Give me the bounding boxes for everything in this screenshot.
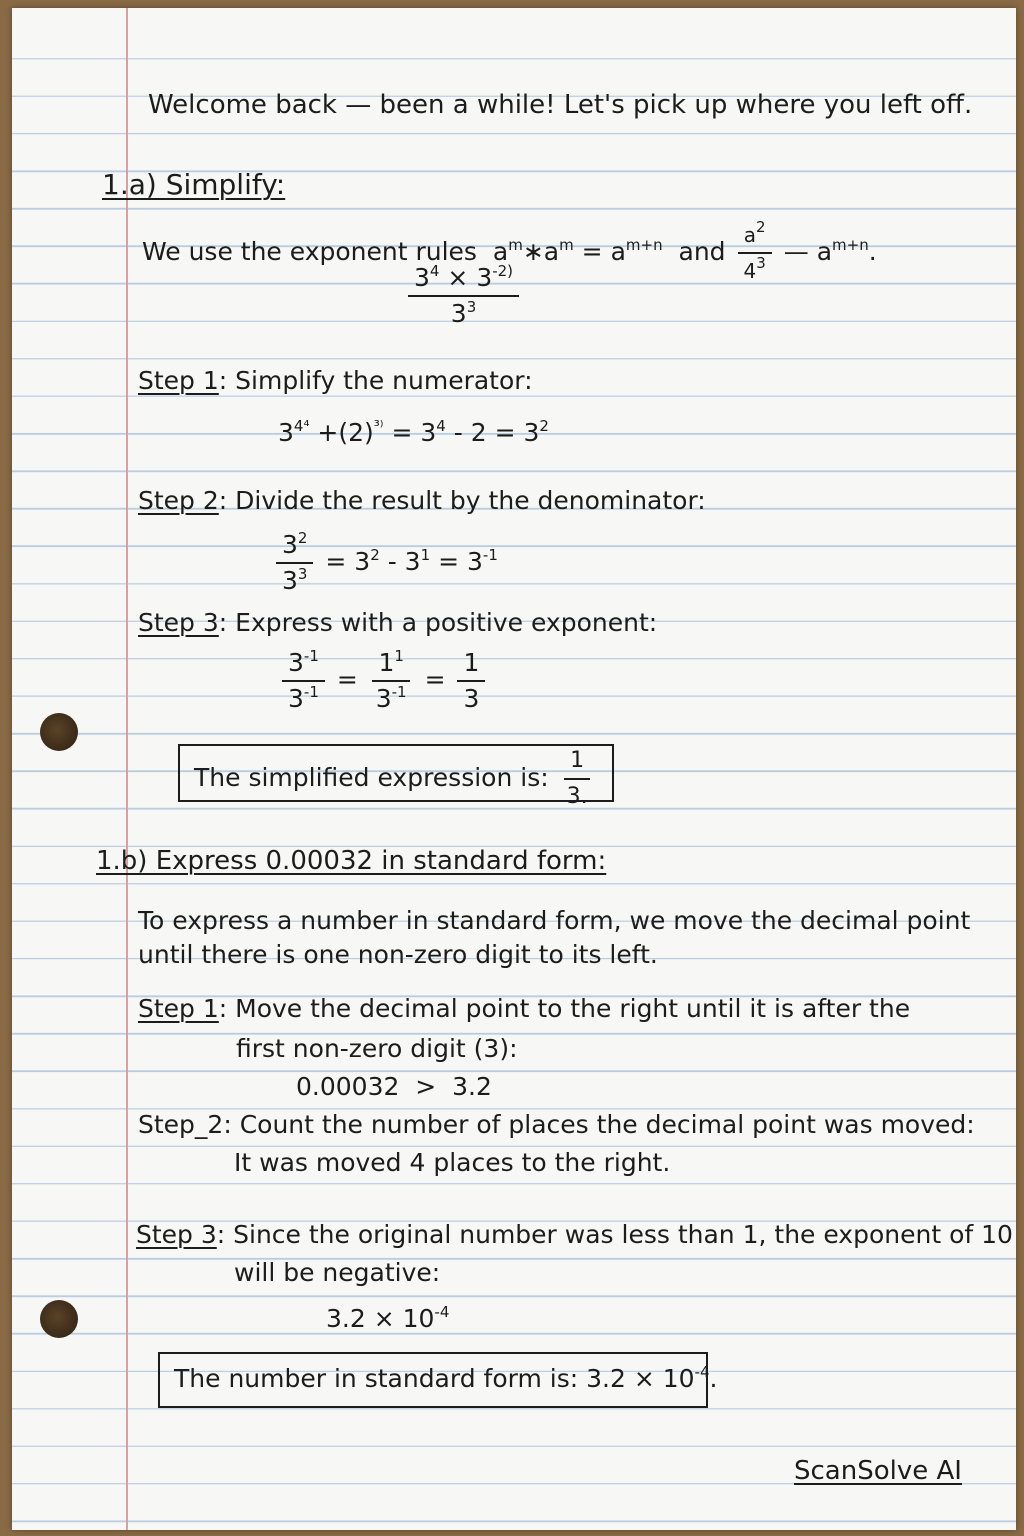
step-label: Step 2	[138, 486, 219, 515]
part-b-step-2: Step_2: Count the number of places the decimal point was moved:	[138, 1110, 975, 1139]
answer-a: The simplified expression is: $\frac{1}{3.}$	[194, 746, 598, 812]
part-b-step-3-line-2: will be negative:	[234, 1258, 441, 1287]
rule-1: $a^m∗a^m = a^{m+n}$	[492, 236, 663, 266]
main-expression: $\frac{3^4 \times 3^{-2)}}{3^3}$	[404, 263, 523, 329]
step-label: Step 1	[138, 366, 219, 395]
part-b-intro-2: until there is one non-zero digit to its left.	[138, 940, 658, 969]
rules-intro: We use the exponent rules	[142, 237, 477, 266]
part-b-step-1-line-2: first non-zero digit (3):	[236, 1034, 518, 1063]
exponent-rules-line: We use the exponent rules $a^m∗a^m = a^{m+n}$ and $\frac{a^2}{4^3}$ — $a^{m+n}$.	[142, 220, 877, 286]
part-a-step-2: Step 2: Divide the result by the denominator:	[138, 486, 706, 515]
step-label: Step 3	[138, 608, 219, 637]
greeting: Welcome back — been a while! Let's pick up where you left off.	[148, 90, 973, 120]
part-b-step-1: Step 1: Move the decimal point to the right until it is after the	[138, 994, 911, 1023]
step-label: Step_2	[138, 1110, 224, 1139]
step-1-equation: $3^{4^4} +(2)^{^{3)}} = 3^4 - 2 = 3^2$	[278, 417, 549, 447]
part-a-step-3: Step 3: Express with a positive exponent:	[138, 608, 658, 637]
part-b-step-1-equation: 0.00032 > 3.2	[296, 1072, 492, 1101]
part-a-step-1: Step 1: Simplify the numerator:	[138, 366, 533, 395]
step-2-equation: $\frac{3^2}{3^3}$ = $3^2 - 3^1 = 3^{-1}$	[272, 530, 498, 596]
part-b-heading: 1.b) Express 0.00032 in standard form:	[96, 846, 607, 876]
binder-hole	[40, 1300, 78, 1338]
and-word: and	[678, 237, 726, 266]
step-label: Step 1	[138, 994, 219, 1023]
brand-signature: ScanSolve AI	[794, 1456, 962, 1486]
answer-b: The number in standard form is: $3.2 \times 10^{-4}$.	[174, 1363, 718, 1393]
part-b-step-2-line-2: It was moved 4 places to the right.	[234, 1148, 671, 1177]
part-b-intro-1: To express a number in standard form, we move the decimal point	[138, 906, 971, 935]
part-b-step-3: Step 3: Since the original number was less than 1, the exponent of 10	[136, 1220, 1013, 1249]
step-label: Step 3	[136, 1220, 217, 1249]
part-b-step-3-equation: $3.2 \times 10^{-4}$	[326, 1303, 450, 1333]
step-3-equation: $\frac{3^{-1}}{3^{-1}}$ = $\frac{1^1}{3^{-1}}$ = $\frac{1}{3}$	[278, 648, 489, 714]
notebook-page	[12, 8, 1016, 1530]
part-a-heading: 1.a) Simplify:	[102, 168, 286, 201]
binder-hole	[40, 713, 78, 751]
rule-2-fraction: $\frac{a^2}{4^3}$	[738, 220, 772, 286]
margin-line	[126, 8, 128, 1530]
